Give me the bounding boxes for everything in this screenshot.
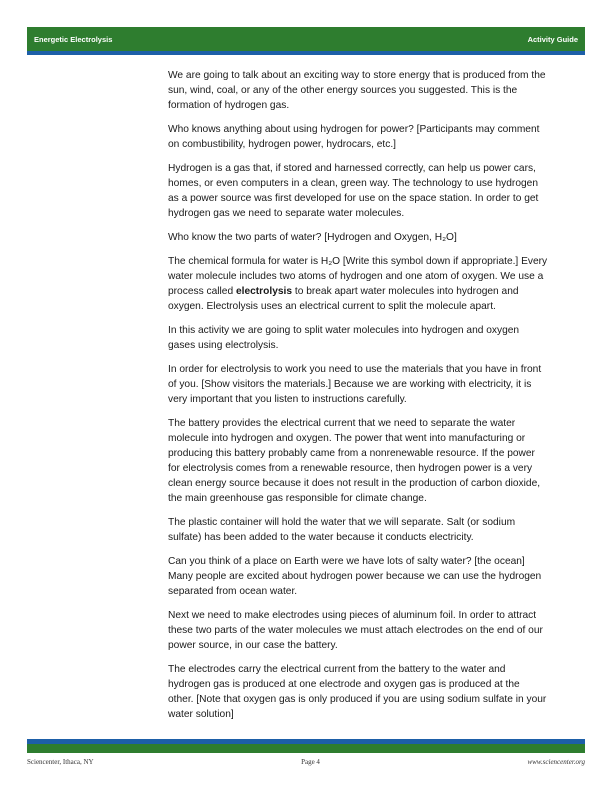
bold-term: electrolysis (235, 286, 293, 297)
header-bar (27, 27, 585, 51)
footer-url[interactable]: www.sciencenter.org (527, 758, 585, 766)
paragraph: Next we need to make electrodes using pieces of aluminum foil. In order to attract these two parts of the water molecules we must attach electrodes on the end of our power source, in our case the battery. (168, 610, 543, 651)
paragraph: The electrodes carry the electrical current from the battery to the water and hydrogen gas is produced at one electrode and oxygen gas is produced at the other. [Note that oxygen gas is only produced if you are using sodium sulfate in your water solution] (168, 664, 547, 720)
paragraph: We are going to talk about an exciting way to store energy that is produced from the sun, wind, coal, or any of the other energy sources you suggested. This is the formation of hydrogen gas. (168, 70, 546, 111)
paragraph-text: to break apart water molecules into hydrogen and oxygen. Electrolysis uses an electrical current to split the molecule apart. (168, 286, 519, 312)
paragraph: In this activity we are going to split water molecules into hydrogen and oxygen gases using electrolysis. (168, 325, 520, 351)
section-label: Activity Guide (527, 34, 578, 44)
paragraph-text: The chemical formula for water is H₂O [Write this symbol down if appropriate.] Every water molecule includes two atoms of hydrogen and one atom of oxygen. We use a process called (168, 256, 548, 297)
paragraph: The plastic container will hold the water that we will separate. Salt (or sodium sulfate) has been added to the water because it conducts electricity. (168, 517, 516, 543)
page-number: Page 4 (301, 758, 320, 766)
body-text (168, 68, 548, 731)
paragraph: Who know the two parts of water? [Hydrogen and Oxygen, H₂O] (168, 232, 457, 243)
footer-bar (27, 744, 585, 753)
paragraph: The battery provides the electrical current that we need to separate the water molecule into hydrogen and oxygen. The power that went into manufacturing or producing this battery probably came from a nonrenewable resource. If the power for electrolysis comes from a renewable resource, then hydrogen power is a very clean energy source because it does not result in the production of carbon dioxide, the main greenhouse gas responsible for climate change. (168, 418, 541, 504)
paragraph: Hydrogen is a gas that, if stored and harnessed correctly, can help us power cars, homes, or even computers in a clean, green way. The technology to use hydrogen as a power source was first developed for use on the space station. In order to get hydrogen gas we need to separate water molecules. (168, 163, 539, 219)
paragraph (168, 254, 548, 314)
document-title: Energetic Electrolysis (34, 34, 113, 44)
paragraph: Who knows anything about using hydrogen for power? [Participants may comment on combustibility, hydrogen power, hydrocars, etc.] (168, 124, 540, 150)
header-divider (27, 51, 585, 55)
footer (27, 758, 585, 766)
footer-organization: Sciencenter, Ithaca, NY (27, 758, 94, 766)
paragraph: Can you think of a place on Earth were we have lots of salty water? [the ocean] Many people are excited about hydrogen power because we can use the hydrogen separated from ocean water. (168, 556, 542, 597)
paragraph: In order for electrolysis to work you need to use the materials that you have in front of you. [Show visitors the materials.] Because we are working with electricity, it is very important that you listen to instructions carefully. (168, 364, 542, 405)
